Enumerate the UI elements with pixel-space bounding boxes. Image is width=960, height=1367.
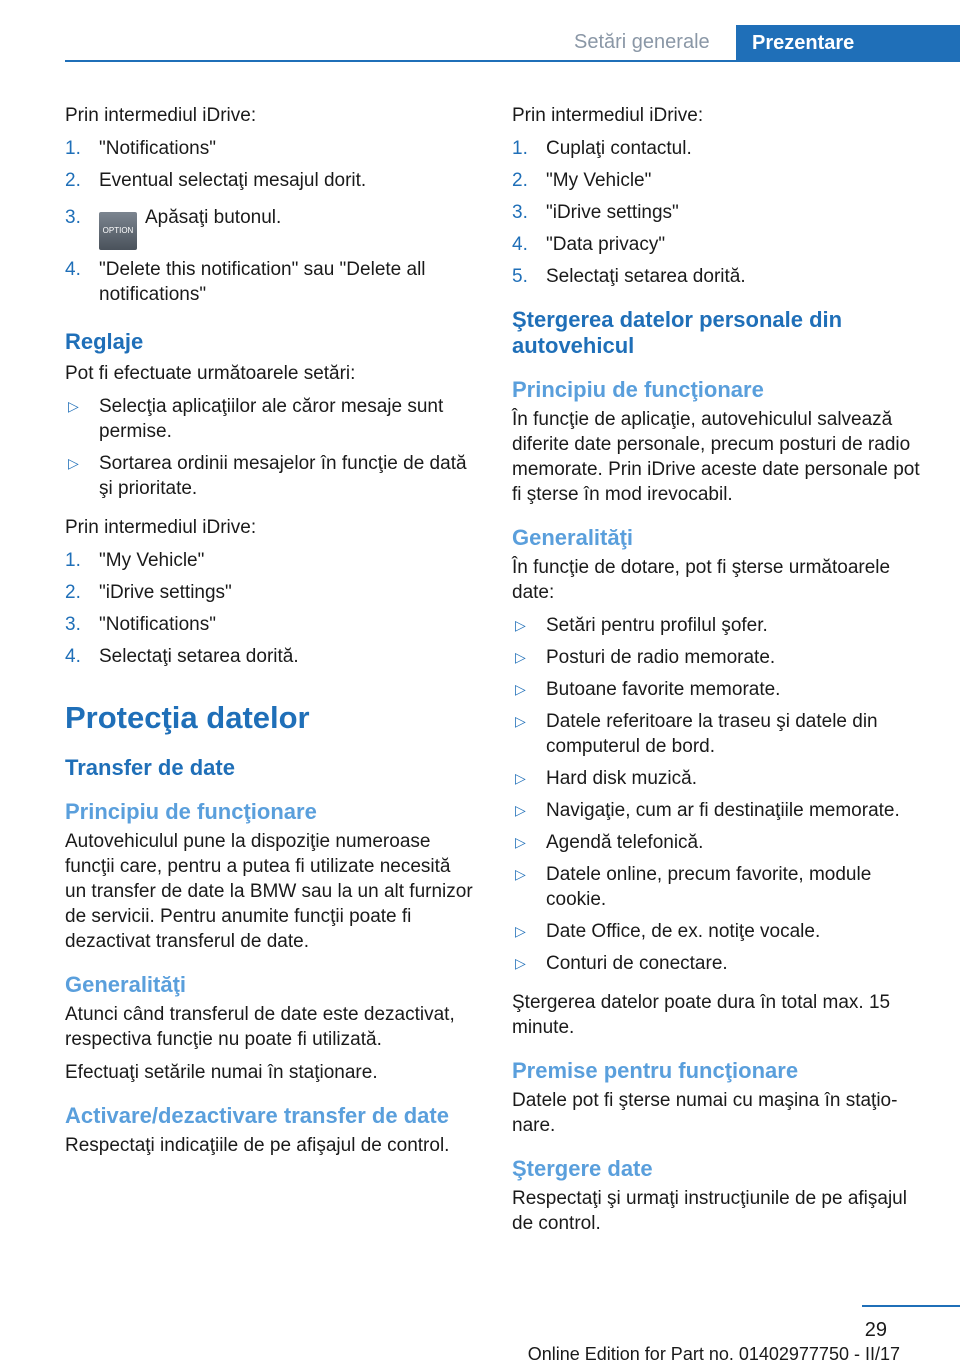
heading-general: Generalităţi [65, 972, 187, 997]
heading-operating-principle: Principiu de funcţionare [65, 799, 317, 824]
paragraph: Atunci când transferul de date este dezactivat, respectiva funcţie nu poate fi utilizată. [65, 1004, 455, 1050]
idrive-intro: Prin intermediul iDrive: [65, 105, 257, 126]
triangle-bullet-icon: ▷ [515, 713, 526, 729]
heading-prerequisites: Premise pentru funcţionare [512, 1058, 799, 1083]
paragraph: În funcţie de dotare, pot fi şterse următoarele date: [512, 557, 891, 603]
paragraph: Respectaţi şi urmaţi instrucţiunile de pe afişajul de control. [512, 1188, 907, 1234]
numbered-list [65, 548, 475, 669]
heading-delete-personal-data: Ştergerea datelor personale din autovehicul [512, 307, 843, 358]
page-number: 29 [864, 1319, 887, 1341]
triangle-bullet-icon: ▷ [68, 398, 79, 414]
heading-delete-data: Ştergere date [512, 1156, 653, 1181]
heading-data-protection: Protecţia datelor [65, 700, 310, 735]
list-item: ▷ Date Office, de ex. notiţe vocale. [515, 921, 821, 942]
triangle-bullet-icon: ▷ [515, 649, 526, 665]
list-item: 5. Selectaţi setarea dorită. [512, 266, 746, 287]
numbered-list [512, 136, 932, 289]
header-rule [65, 60, 960, 62]
edition-note: Online Edition for Part no. 01402977750 - II/17 [527, 1344, 900, 1364]
list-item: ▷ Datele referitoare la traseu şi datele din computerul de bord. [515, 711, 878, 757]
list-item: 3. "Notifications" [65, 614, 216, 635]
triangle-bullet-icon: ▷ [515, 802, 526, 818]
paragraph: Ştergerea datelor poate dura în total max. 15 minute. [512, 992, 891, 1038]
right-column [512, 103, 932, 1244]
triangle-bullet-icon: ▷ [515, 617, 526, 633]
list-item: 1. Cuplaţi contactul. [512, 138, 692, 159]
list-item: 4. Selectaţi setarea dorită. [65, 646, 299, 667]
list-item: 2. "My Vehicle" [512, 170, 652, 191]
triangle-bullet-icon: ▷ [515, 681, 526, 697]
list-item: 3. OPTIONApăsaţi butonul. [65, 205, 475, 250]
heading-general: Generalităţi [512, 525, 634, 550]
paragraph: Datele pot fi şterse numai cu maşina în staţionare. [512, 1090, 898, 1136]
triangle-bullet-icon: ▷ [515, 834, 526, 850]
list-item: ▷ Hard disk muzică. [515, 768, 697, 789]
list-item: 4. "Data privacy" [512, 234, 666, 255]
triangle-bullet-icon: ▷ [515, 955, 526, 971]
list-item: ▷ Datele online, precum favorite, module cookie. [515, 864, 872, 910]
bullet-list [512, 613, 932, 976]
heading-operating-principle: Principiu de funcţionare [512, 377, 764, 402]
header-chapter-tab: Prezentare [736, 25, 960, 61]
triangle-bullet-icon: ▷ [515, 770, 526, 786]
left-column [65, 103, 475, 1166]
paragraph: În funcţie de aplicaţie, autovehiculul salvează diferite date personale, precum posturi de radio memorate. Prin iDrive aceste date personale pot fi şterse în mod irevocabil. [512, 409, 920, 505]
footer-rule [862, 1305, 960, 1307]
list-item: ▷ Posturi de radio memorate. [515, 647, 776, 668]
paragraph: Efectuaţi setările numai în staţionare. [65, 1062, 378, 1083]
heading-reglaje: Reglaje [65, 329, 144, 354]
list-item: ▷ Sortarea ordinii mesajelor în funcţie de dată şi prioritate. [68, 453, 467, 499]
idrive-intro: Prin intermediul iDrive: [512, 105, 704, 126]
numbered-list [65, 136, 475, 307]
paragraph: Autovehiculul pune la dispoziţie numeroase funcţii care, pentru a putea fi utilizate necesită un transfer de date la BMW sau la un alt furnizor de servicii. Pentru anumite funcţii poate fi dezactivat transferul de date. [65, 831, 473, 952]
paragraph: Pot fi efectuate următoarele setări: [65, 363, 356, 384]
list-item: ▷ Agendă telefonică. [515, 832, 704, 853]
list-item: 1. "My Vehicle" [65, 550, 205, 571]
list-item: 4. "Delete this notification" sau "Delete all notifications" [65, 259, 426, 305]
heading-toggle-transfer: Activare/dezactivare transfer de date [65, 1103, 449, 1128]
list-item: 2. Eventual selectaţi mesajul dorit. [65, 170, 367, 191]
idrive-intro: Prin intermediul iDrive: [65, 517, 257, 538]
triangle-bullet-icon: ▷ [515, 923, 526, 939]
list-item: 1. "Notifications" [65, 138, 216, 159]
bullet-list [65, 394, 475, 501]
paragraph: Respectaţi indicaţiile de pe afişajul de control. [65, 1135, 450, 1156]
list-item: 3. "iDrive settings" [512, 202, 679, 223]
list-item: ▷ Conturi de conectare. [515, 953, 728, 974]
list-item: 2. "iDrive settings" [65, 582, 232, 603]
heading-data-transfer: Transfer de date [65, 755, 235, 780]
triangle-bullet-icon: ▷ [515, 866, 526, 882]
list-item: ▷ Selecţia aplicaţiilor ale căror mesaje sunt permise. [68, 396, 444, 442]
list-item: ▷ Setări pentru profilul şofer. [515, 615, 768, 636]
list-item: ▷ Navigaţie, cum ar fi destinaţiile memorate. [515, 800, 900, 821]
list-item: ▷ Butoane favorite memorate. [515, 679, 781, 700]
option-button-icon: OPTION [99, 212, 137, 250]
header-section-title: Setări generale [574, 31, 710, 53]
triangle-bullet-icon: ▷ [68, 455, 79, 471]
